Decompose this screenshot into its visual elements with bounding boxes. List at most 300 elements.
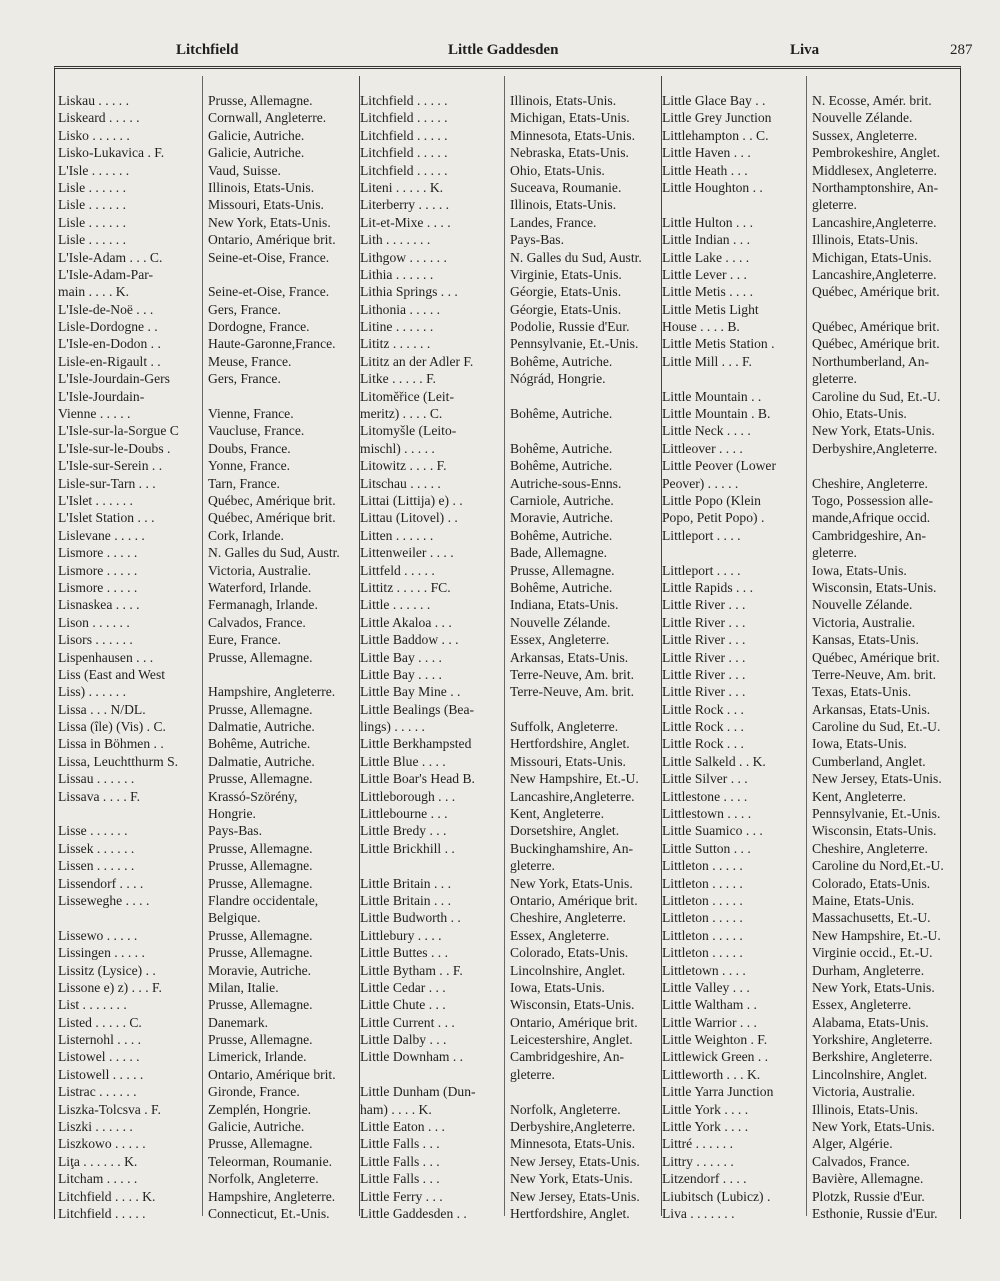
entry-location: Nebraska, Etats-Unis. bbox=[510, 145, 629, 161]
entry-location: Caroline du Nord,Et.-U. bbox=[812, 858, 944, 874]
page-header bbox=[0, 42, 1000, 66]
table-row bbox=[58, 318, 358, 335]
entry-location: Moravie, Autriche. bbox=[208, 962, 312, 978]
table-row bbox=[58, 944, 358, 961]
table-row bbox=[58, 579, 358, 596]
table-row bbox=[58, 1205, 358, 1222]
entry-location: Prusse, Allemagne. bbox=[208, 875, 313, 891]
table-row bbox=[360, 405, 660, 422]
entry-location: Vienne, France. bbox=[208, 406, 294, 422]
table-row bbox=[662, 92, 962, 109]
entry-name: Lismore . . . . . bbox=[58, 579, 138, 595]
entry-location: Autriche-sous-Enns. bbox=[510, 475, 622, 491]
entry-name: Lispenhausen . . . bbox=[58, 649, 154, 665]
table-row bbox=[58, 788, 358, 805]
table-row bbox=[58, 892, 358, 909]
entry-location: Moravie, Autriche. bbox=[510, 510, 614, 526]
entry-name: Lissa in Böhmen . . bbox=[58, 736, 164, 752]
table-row bbox=[360, 422, 660, 439]
entry-name: Lissa (île) (Vis) . C. bbox=[58, 719, 166, 735]
entry-location: Québec, Amérique brit. bbox=[208, 492, 336, 508]
entry-name: Little Berkhampsted bbox=[360, 736, 472, 752]
table-row bbox=[360, 562, 660, 579]
entry-location: Bohême, Autriche. bbox=[510, 406, 613, 422]
entry-location: Seine-et-Oise, France. bbox=[208, 284, 330, 300]
entry-name: Little Dalby . . . bbox=[360, 1032, 447, 1048]
table-row bbox=[58, 1101, 358, 1118]
table-row bbox=[58, 457, 358, 474]
table-row bbox=[662, 1101, 962, 1118]
entry-name bbox=[662, 370, 808, 387]
entry-location: Prusse, Allemagne. bbox=[208, 840, 313, 856]
table-row bbox=[58, 214, 358, 231]
table-row bbox=[360, 1170, 660, 1187]
entry-location: Massachusetts, Et.-U. bbox=[812, 910, 931, 926]
table-row bbox=[360, 127, 660, 144]
entry-name: Little Silver . . . bbox=[662, 771, 748, 787]
entry-location: N. Galles du Sud, Austr. bbox=[208, 545, 340, 561]
entry-location: Terre-Neuve, Am. brit. bbox=[510, 666, 634, 682]
entry-location: Landes, France. bbox=[510, 214, 597, 230]
entry-location: Colorado, Etats-Unis. bbox=[812, 875, 931, 891]
table-row bbox=[58, 805, 358, 822]
table-row bbox=[58, 666, 358, 683]
table-row bbox=[58, 144, 358, 161]
entry-location: Ohio, Etats-Unis. bbox=[510, 162, 605, 178]
entry-name: meritz) . . . . C. bbox=[360, 406, 443, 422]
entry-location: Tarn, France. bbox=[208, 475, 280, 491]
entry-location: Pembrokeshire, Anglet. bbox=[812, 145, 940, 161]
entry-location: Terre-Neuve, Am. brit. bbox=[812, 666, 936, 682]
table-row bbox=[58, 1153, 358, 1170]
table-row bbox=[662, 1048, 962, 1065]
entry-name: Litchfield . . . . . bbox=[360, 127, 448, 143]
entry-name: Little Baddow . . . bbox=[360, 632, 459, 648]
entry-name: Little Indian . . . bbox=[662, 232, 750, 248]
table-row bbox=[360, 1083, 660, 1100]
entry-name: Litke . . . . . F. bbox=[360, 371, 436, 387]
entry-name: L'Isle-sur-Serein . . bbox=[58, 458, 163, 474]
table-row bbox=[662, 649, 962, 666]
entry-name: L'Islet Station . . . bbox=[58, 510, 155, 526]
entry-location: Colorado, Etats-Unis. bbox=[510, 945, 629, 961]
entry-name: Lithia Springs . . . bbox=[360, 284, 458, 300]
table-row bbox=[662, 631, 962, 648]
table-row bbox=[58, 718, 358, 735]
entry-location: Milan, Italie. bbox=[208, 979, 279, 995]
table-row bbox=[360, 196, 660, 213]
entry-name: Liţa . . . . . . K. bbox=[58, 1153, 138, 1169]
entry-name: Litcham . . . . . bbox=[58, 1171, 138, 1187]
header-right-word: Liva bbox=[790, 42, 820, 58]
entry-location bbox=[808, 457, 812, 474]
table-row bbox=[662, 962, 962, 979]
entry-name: Little Hulton . . . bbox=[662, 214, 753, 230]
entry-name: Littenweiler . . . . bbox=[360, 545, 454, 561]
entry-name: Lithonia . . . . . bbox=[360, 301, 441, 317]
entry-location: Minnesota, Etats-Unis. bbox=[510, 127, 635, 143]
entry-location: Krassó-Szörény, bbox=[208, 788, 298, 804]
column-1 bbox=[58, 92, 358, 1222]
entry-location: Connecticut, Et.-Unis. bbox=[208, 1206, 330, 1221]
table-row bbox=[360, 701, 660, 718]
table-row bbox=[662, 735, 962, 752]
entry-location: Victoria, Australie. bbox=[812, 614, 915, 630]
table-row bbox=[58, 92, 358, 109]
table-row bbox=[58, 962, 358, 979]
entry-location: Wisconsin, Etats-Unis. bbox=[510, 997, 635, 1013]
table-row bbox=[360, 875, 660, 892]
table-row bbox=[360, 544, 660, 561]
table-row bbox=[58, 1048, 358, 1065]
entry-location: Kent, Angleterre. bbox=[510, 806, 604, 822]
entry-name: Little Grey Junction bbox=[662, 110, 772, 126]
entry-location: Caroline du Sud, Et.-U. bbox=[812, 388, 941, 404]
entry-name: Little Metis Light bbox=[662, 301, 759, 317]
table-row bbox=[360, 109, 660, 126]
entry-location: New Hampshire, Et.-U. bbox=[812, 927, 941, 943]
entry-name: Little Sutton . . . bbox=[662, 840, 751, 856]
entry-name: Little Rapids . . . bbox=[662, 579, 753, 595]
entry-name: Lithia . . . . . . bbox=[360, 266, 434, 282]
table-row bbox=[58, 1066, 358, 1083]
entry-location: Norfolk, Angleterre. bbox=[208, 1171, 319, 1187]
entry-location: Bavière, Allemagne. bbox=[812, 1171, 924, 1187]
entry-location: Alabama, Etats-Unis. bbox=[812, 1014, 929, 1030]
entry-location: Kent, Angleterre. bbox=[812, 788, 906, 804]
table-row bbox=[662, 1083, 962, 1100]
entry-name: Lissava . . . . F. bbox=[58, 788, 140, 804]
entry-name: Lisle . . . . . . bbox=[58, 232, 126, 248]
entry-name: Little Salkeld . . K. bbox=[662, 753, 766, 769]
entry-name: Litchfield . . . . . bbox=[360, 110, 448, 126]
entry-name: Little Haven . . . bbox=[662, 145, 751, 161]
entry-location: Wisconsin, Etats-Unis. bbox=[812, 579, 937, 595]
table-row bbox=[58, 927, 358, 944]
table-row bbox=[58, 857, 358, 874]
entry-name: Litomĕřice (Leit- bbox=[360, 388, 454, 404]
entry-location: Cheshire, Angleterre. bbox=[812, 840, 928, 856]
entry-name: Little Bredy . . . bbox=[360, 823, 447, 839]
entry-name: Lismore . . . . . bbox=[58, 545, 138, 561]
table-row bbox=[662, 805, 962, 822]
entry-name: Lisko . . . . . . bbox=[58, 127, 130, 143]
table-row bbox=[58, 1031, 358, 1048]
entry-location: Essex, Angleterre. bbox=[510, 927, 610, 943]
table-row bbox=[662, 579, 962, 596]
entry-name: Little River . . . bbox=[662, 614, 746, 630]
entry-location: Vaucluse, France. bbox=[208, 423, 305, 439]
entry-name: Litchfield . . . . . bbox=[360, 145, 448, 161]
entry-name: Little Rock . . . bbox=[662, 736, 744, 752]
table-row bbox=[662, 475, 962, 492]
entry-location: Middlesex, Angleterre. bbox=[812, 162, 937, 178]
entry-name: Little River . . . bbox=[662, 632, 746, 648]
table-row bbox=[58, 683, 358, 700]
entry-location: Gers, France. bbox=[208, 371, 281, 387]
entry-location bbox=[204, 388, 208, 405]
entry-location: Vaud, Suisse. bbox=[208, 162, 281, 178]
entry-location: Dorsetshire, Anglet. bbox=[510, 823, 620, 839]
table-row bbox=[662, 370, 962, 387]
table-row bbox=[360, 1101, 660, 1118]
table-row bbox=[58, 631, 358, 648]
table-row bbox=[58, 649, 358, 666]
entry-location: Lincolnshire, Anglet. bbox=[510, 962, 626, 978]
entry-name bbox=[360, 857, 506, 874]
entry-location: Minnesota, Etats-Unis. bbox=[510, 1136, 635, 1152]
entry-name: Lititz an der Adler F. bbox=[360, 353, 474, 369]
entry-location: Norfolk, Angleterre. bbox=[510, 1101, 621, 1117]
table-row bbox=[360, 979, 660, 996]
table-row bbox=[58, 301, 358, 318]
entry-name: L'Isle-sur-le-Doubs . bbox=[58, 440, 171, 456]
table-row bbox=[662, 753, 962, 770]
entry-name: Little Britain . . . bbox=[360, 892, 451, 908]
entry-name: Little River . . . bbox=[662, 684, 746, 700]
entry-location: gleterre. bbox=[812, 545, 857, 561]
entry-name: Liskau . . . . . bbox=[58, 93, 129, 108]
entry-location: Arkansas, Etats-Unis. bbox=[510, 649, 629, 665]
table-row bbox=[58, 1188, 358, 1205]
table-row bbox=[360, 214, 660, 231]
table-row bbox=[58, 492, 358, 509]
entry-location: Galicie, Autriche. bbox=[208, 145, 305, 161]
table-row bbox=[58, 162, 358, 179]
entry-name: Lisle-sur-Tarn . . . bbox=[58, 475, 156, 491]
table-row bbox=[360, 1048, 660, 1065]
table-row bbox=[662, 1153, 962, 1170]
table-row bbox=[360, 996, 660, 1013]
entry-name: Littau (Litovel) . . bbox=[360, 510, 458, 526]
entry-name: List . . . . . . . bbox=[58, 997, 127, 1013]
entry-location: Gironde, France. bbox=[208, 1084, 300, 1100]
entry-location: Cheshire, Angleterre. bbox=[510, 910, 626, 926]
entry-name: Litomyšle (Leito- bbox=[360, 423, 457, 439]
table-row bbox=[360, 301, 660, 318]
entry-name: Lissingen . . . . . bbox=[58, 945, 145, 961]
table-row bbox=[662, 979, 962, 996]
entry-location: Bohême, Autriche. bbox=[510, 458, 613, 474]
entry-name: Little Bay Mine . . bbox=[360, 684, 461, 700]
entry-location: Carniole, Autriche. bbox=[510, 492, 614, 508]
entry-name: Littleton . . . . . bbox=[662, 875, 743, 891]
entry-location: Caroline du Sud, Et.-U. bbox=[812, 719, 941, 735]
entry-name: L'Isle-Adam-Par- bbox=[58, 266, 154, 282]
table-row bbox=[58, 979, 358, 996]
table-row bbox=[58, 249, 358, 266]
entry-location: Sussex, Angleterre. bbox=[812, 127, 918, 143]
entry-location: Texas, Etats-Unis. bbox=[812, 684, 912, 700]
entry-location: Illinois, Etats-Unis. bbox=[812, 1101, 919, 1117]
entry-location: Cambridgeshire, An- bbox=[510, 1049, 625, 1065]
entry-name: Littlebourne . . . bbox=[360, 806, 448, 822]
entry-name: Litchfield . . . . . bbox=[360, 162, 448, 178]
entry-location: Illinois, Etats-Unis. bbox=[208, 179, 315, 195]
column-2 bbox=[360, 92, 660, 1222]
entry-name: lings) . . . . . bbox=[360, 719, 425, 735]
entry-name: Littré . . . . . . bbox=[662, 1136, 733, 1152]
table-row bbox=[662, 701, 962, 718]
entry-location: Suceava, Roumanie. bbox=[510, 179, 622, 195]
entry-location: Prusse, Allemagne. bbox=[208, 771, 313, 787]
table-row bbox=[58, 753, 358, 770]
entry-name: Lithgow . . . . . . bbox=[360, 249, 447, 265]
table-row bbox=[662, 1170, 962, 1187]
entry-name: Lissau . . . . . . bbox=[58, 771, 135, 787]
entry-location: Illinois, Etats-Unis. bbox=[812, 232, 919, 248]
table-row bbox=[360, 179, 660, 196]
entry-location: Dalmatie, Autriche. bbox=[208, 753, 315, 769]
entry-name: Liskeard . . . . . bbox=[58, 110, 140, 126]
entry-name: Littleton . . . . . bbox=[662, 945, 743, 961]
entry-location: Bohême, Autriche. bbox=[510, 353, 613, 369]
table-row bbox=[360, 457, 660, 474]
entry-name: Litchfield . . . . . bbox=[58, 1206, 146, 1221]
entry-location: Prusse, Allemagne. bbox=[208, 927, 313, 943]
entry-location: gleterre. bbox=[510, 858, 555, 874]
entry-location: Leicestershire, Anglet. bbox=[510, 1032, 633, 1048]
entry-name bbox=[58, 909, 204, 926]
entry-name bbox=[58, 805, 204, 822]
table-row bbox=[360, 388, 660, 405]
entry-name: Lit-et-Mixe . . . . bbox=[360, 214, 451, 230]
entry-location: Géorgie, Etats-Unis. bbox=[510, 284, 622, 300]
entry-location: Michigan, Etats-Unis. bbox=[812, 249, 932, 265]
table-row bbox=[360, 753, 660, 770]
entry-location: Doubs, France. bbox=[208, 440, 291, 456]
table-row bbox=[360, 631, 660, 648]
entry-location: Durham, Angleterre. bbox=[812, 962, 925, 978]
entry-location: Prusse, Allemagne. bbox=[208, 945, 313, 961]
entry-name: Littletown . . . . bbox=[662, 962, 746, 978]
entry-location: Ontario, Amérique brit. bbox=[208, 232, 336, 248]
table-row bbox=[360, 788, 660, 805]
entry-name: Littlebury . . . . bbox=[360, 927, 442, 943]
table-row bbox=[360, 1205, 660, 1222]
entry-location bbox=[506, 388, 510, 405]
entry-name: Lititz . . . . . . bbox=[360, 336, 431, 352]
entry-name: Little Buttes . . . bbox=[360, 945, 448, 961]
entry-name: Little Rock . . . bbox=[662, 719, 744, 735]
entry-name: Little Glace Bay . . bbox=[662, 93, 766, 108]
table-row bbox=[360, 944, 660, 961]
entry-location: Berkshire, Angleterre. bbox=[812, 1049, 933, 1065]
entry-name: Lisko-Lukavica . F. bbox=[58, 145, 165, 161]
entry-location: Lancashire,Angleterre. bbox=[812, 266, 937, 282]
entry-location: Nouvelle Zélande. bbox=[510, 614, 611, 630]
entry-location: Calvados, France. bbox=[812, 1153, 910, 1169]
table-row bbox=[58, 405, 358, 422]
table-row bbox=[360, 144, 660, 161]
table-row bbox=[58, 353, 358, 370]
entry-name: Littleport . . . . bbox=[662, 562, 741, 578]
entry-location: Bohême, Autriche. bbox=[208, 736, 311, 752]
table-row bbox=[360, 318, 660, 335]
entry-location bbox=[506, 701, 510, 718]
entry-location: Waterford, Irlande. bbox=[208, 579, 312, 595]
table-row bbox=[662, 1205, 962, 1222]
entry-location: Prusse, Allemagne. bbox=[510, 562, 615, 578]
entry-location: Kansas, Etats-Unis. bbox=[812, 632, 919, 648]
table-row bbox=[360, 1066, 660, 1083]
table-row bbox=[662, 196, 962, 213]
table-row bbox=[360, 231, 660, 248]
table-row bbox=[662, 162, 962, 179]
entry-name: mischl) . . . . . bbox=[360, 440, 435, 456]
entry-location: Pays-Bas. bbox=[510, 232, 564, 248]
entry-location: Iowa, Etats-Unis. bbox=[812, 562, 907, 578]
entry-name: Little Blue . . . . bbox=[360, 753, 446, 769]
entry-name: L'Isle-sur-la-Sorgue C bbox=[58, 423, 179, 439]
entry-name: Liss (East and West bbox=[58, 666, 166, 682]
table-row bbox=[360, 857, 660, 874]
entry-location: New York, Etats-Unis. bbox=[812, 1119, 935, 1135]
entry-location: Prusse, Allemagne. bbox=[208, 701, 313, 717]
entry-name: Littleborough . . . bbox=[360, 788, 456, 804]
table-row bbox=[662, 353, 962, 370]
table-row bbox=[662, 788, 962, 805]
table-row bbox=[360, 1188, 660, 1205]
entry-name: Little . . . . . . bbox=[360, 597, 431, 613]
entry-location: Iowa, Etats-Unis. bbox=[812, 736, 907, 752]
entry-name: Little Gaddesden . . bbox=[360, 1206, 467, 1221]
table-row bbox=[662, 857, 962, 874]
entry-name: Little River . . . bbox=[662, 666, 746, 682]
table-row bbox=[360, 1014, 660, 1031]
table-row bbox=[662, 1031, 962, 1048]
entry-name: Little Budworth . . bbox=[360, 910, 461, 926]
entry-location: Podolie, Russie d'Eur. bbox=[510, 319, 630, 335]
entry-location: New York, Etats-Unis. bbox=[510, 1171, 633, 1187]
table-row bbox=[58, 596, 358, 613]
entry-location: Haute-Garonne,France. bbox=[208, 336, 336, 352]
entry-name: Lissewo . . . . . bbox=[58, 927, 138, 943]
entry-name: Littleover . . . . bbox=[662, 440, 743, 456]
table-row bbox=[58, 440, 358, 457]
entry-name: Littai (Littija) e) . . bbox=[360, 492, 463, 508]
entry-name: Litowitz . . . . F. bbox=[360, 458, 447, 474]
entry-name: Little Falls . . . bbox=[360, 1136, 440, 1152]
table-row bbox=[662, 683, 962, 700]
entry-name: Lisle . . . . . . bbox=[58, 214, 126, 230]
entry-location: Togo, Possession alle- bbox=[812, 492, 934, 508]
entry-name: Littlestone . . . . bbox=[662, 788, 748, 804]
entry-name: Littleworth . . . K. bbox=[662, 1066, 761, 1082]
entry-location: Northumberland, An- bbox=[812, 353, 930, 369]
entry-name: Lith . . . . . . . bbox=[360, 232, 431, 248]
entry-location: Québec, Amérique brit. bbox=[812, 284, 940, 300]
entry-name: Littleport . . . . bbox=[662, 527, 741, 543]
entry-name: L'Islet . . . . . . bbox=[58, 492, 133, 508]
entry-name: Lisle . . . . . . bbox=[58, 197, 126, 213]
entry-location: Ontario, Amérique brit. bbox=[208, 1066, 336, 1082]
header-middle-word: Little Gaddesden bbox=[448, 42, 559, 58]
entry-name: Little Akaloa . . . bbox=[360, 614, 452, 630]
entry-location: Hongrie. bbox=[208, 806, 256, 822]
table-row bbox=[360, 840, 660, 857]
table-row bbox=[662, 179, 962, 196]
entry-name: Lisle-en-Rigault . . bbox=[58, 353, 161, 369]
entry-location: Wisconsin, Etats-Unis. bbox=[812, 823, 937, 839]
entry-location: Hampshire, Angleterre. bbox=[208, 684, 336, 700]
entry-name: Popo, Petit Popo) . bbox=[662, 510, 765, 526]
table-row bbox=[662, 666, 962, 683]
entry-location: Prusse, Allemagne. bbox=[208, 858, 313, 874]
entry-name: Little Current . . . bbox=[360, 1014, 455, 1030]
entry-location: Virginie, Etats-Unis. bbox=[510, 266, 622, 282]
table-row bbox=[662, 770, 962, 787]
